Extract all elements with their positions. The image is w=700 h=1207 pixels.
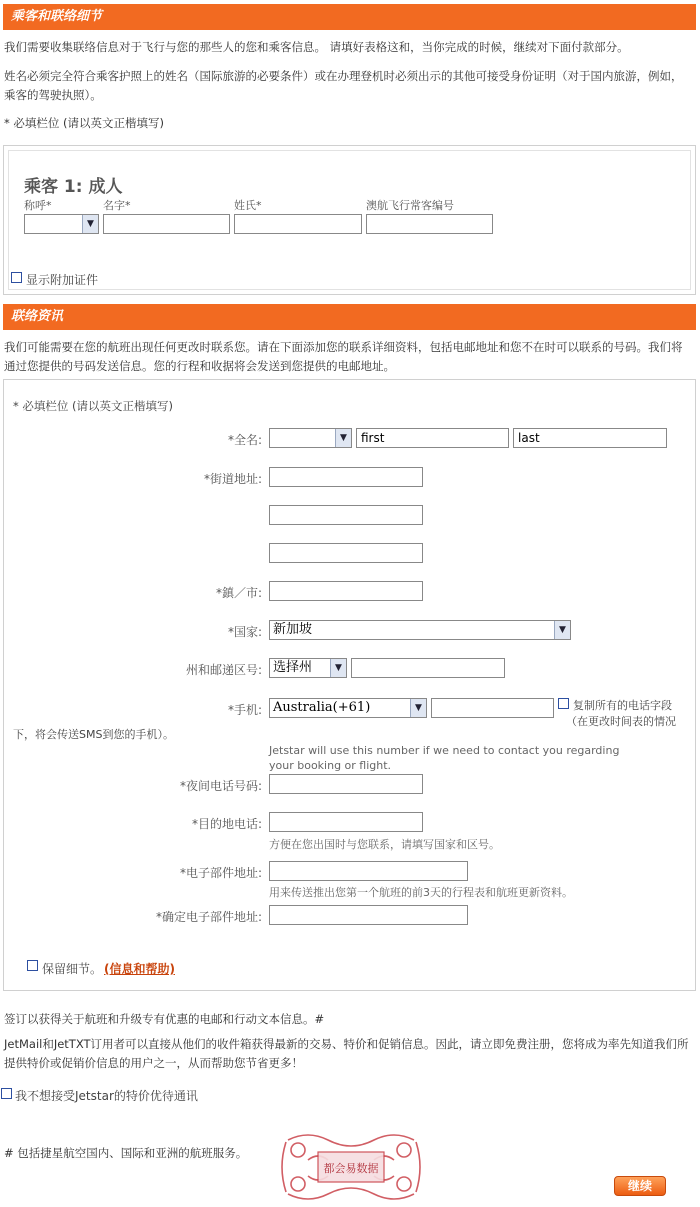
chevron-down-icon: ▼ (410, 699, 426, 717)
contact-first-name-input[interactable] (356, 428, 509, 448)
street-line2-input[interactable] (269, 505, 423, 525)
show-docs-checkbox[interactable] (11, 272, 22, 283)
destination-phone-label: *目的地电话: (191, 817, 262, 831)
state-select[interactable] (269, 658, 347, 678)
salutation-label: 称呼* (24, 199, 52, 212)
sms-note: 下，将会传送SMS到您的手机）。 (13, 728, 174, 741)
destination-phone-note: 方便在您出国时与您联系，请填写国家和区号。 (269, 838, 500, 851)
mobile-label: *手机: (227, 703, 262, 717)
passenger-last-name-input[interactable] (234, 214, 362, 234)
seal-stamp-graphic (278, 1130, 424, 1204)
mobile-country-value: Australia(+61) (273, 700, 371, 715)
name-requirement-note: 姓名必须完全符合乘客护照上的姓名（国际旅游的必要条件）或在办理登机时必须出示的其他可接受身份证明（对于国内旅游，例如，乘客的驾驶执照）。 (4, 69, 683, 102)
contact-section-banner: 联络资讯 (3, 304, 696, 330)
street-line3-input[interactable] (269, 543, 423, 563)
email-note: 用来传送推出您第一个航班的前3天的行程表和航班更新资料。 (269, 886, 573, 899)
contact-required-note: * 必填栏位 (请以英文正楷填写) (13, 399, 174, 413)
seal-stamp (278, 1130, 424, 1204)
last-name-label: 姓氏* (234, 199, 262, 212)
copy-phone-label: 复制所有的电话字段 (573, 699, 672, 712)
contact-intro: 我们可能需要在您的航班出现任何更改时联系您。请在下面添加您的联系详细资料，包括电邮地址和您不在时可以联系的号码。我们将通过您提供的号码发送信息。您的行程和收据将会发送到您提供的电邮地址。 (4, 340, 683, 373)
footnote: # 包括捷星航空国内、国际和亚洲的航班服务。 (4, 1146, 248, 1160)
mobile-country-select[interactable] (269, 698, 427, 718)
show-docs-label: 显示附加证件 (26, 273, 99, 287)
first-name-label: 名字* (103, 199, 131, 212)
chevron-down-icon: ▼ (330, 659, 346, 677)
passenger-title: 乘客 1: 成人 (24, 177, 123, 197)
optout-label: 我不想接受Jetstar的特价优待通讯 (15, 1089, 198, 1103)
keep-details-checkbox[interactable] (27, 960, 38, 971)
confirm-email-input[interactable] (269, 905, 468, 925)
city-input[interactable] (269, 581, 423, 601)
country-select[interactable] (269, 620, 571, 640)
salutation-select[interactable] (24, 214, 99, 234)
continue-button[interactable]: 继续 (614, 1176, 666, 1196)
email-input[interactable] (269, 861, 468, 881)
confirm-email-label: *确定电子部件地址: (155, 910, 262, 924)
state-select-value: 选择州 (273, 660, 313, 675)
street-label: *街道地址: (203, 472, 262, 486)
mobile-number-input[interactable] (431, 698, 554, 718)
night-phone-input[interactable] (269, 774, 423, 794)
jetstar-contact-note: Jetstar will use this number if we need to contact you regarding your booking or flight. (269, 744, 620, 772)
country-label: *国家: (227, 625, 262, 639)
chevron-down-icon: ▼ (335, 429, 351, 447)
destination-phone-input[interactable] (269, 812, 423, 832)
passenger-section-banner: 乘客和联络细节 (3, 4, 696, 30)
info-help-link[interactable]: (信息和帮助) (104, 962, 175, 976)
night-phone-label: *夜间电话号码: (179, 779, 262, 793)
postcode-input[interactable] (351, 658, 505, 678)
street-line1-input[interactable] (269, 467, 423, 487)
passenger-first-name-input[interactable] (103, 214, 230, 234)
required-fields-note: * 必填栏位 (请以英文正楷填写) (4, 116, 165, 130)
state-label: 州和邮递区号: (185, 663, 262, 677)
fullname-label: *全名: (227, 433, 262, 447)
copy-phone-note: （在更改时间表的情况 (566, 715, 676, 728)
newsletter-description: JetMail和JetTXT订用者可以直接从他们的收件箱获得最新的交易、特价和促销信息。因此，请立即免费注册，您将成为率先知道我们所提供特价或促销价信息的用户之一，从而帮助您节省更多！ (4, 1037, 689, 1070)
frequent-flyer-input[interactable] (366, 214, 493, 234)
city-label: *鎮／市: (215, 586, 262, 600)
copy-phone-checkbox[interactable] (558, 698, 569, 709)
optout-checkbox[interactable] (1, 1088, 12, 1099)
chevron-down-icon: ▼ (554, 621, 570, 639)
title-select[interactable] (269, 428, 352, 448)
keep-details-label: 保留细节。 (42, 962, 103, 976)
seal-stamp-text: 都会易数据 (323, 1162, 379, 1175)
country-select-value: 新加坡 (273, 622, 313, 637)
passenger-intro: 我们需要收集联络信息对于飞行与您的那些人的您和乘客信息。 请填好表格这和，当你完成的时候，继续对下面付款部分。 (4, 40, 629, 54)
contact-last-name-input[interactable] (513, 428, 667, 448)
frequent-flyer-label: 澳航飞行常客编号 (366, 199, 454, 212)
newsletter-heading: 签订以获得关于航班和升级专有优惠的电邮和行动文本信息。# (4, 1012, 325, 1026)
email-label: *电子部件地址: (179, 866, 262, 880)
chevron-down-icon: ▼ (82, 215, 98, 233)
